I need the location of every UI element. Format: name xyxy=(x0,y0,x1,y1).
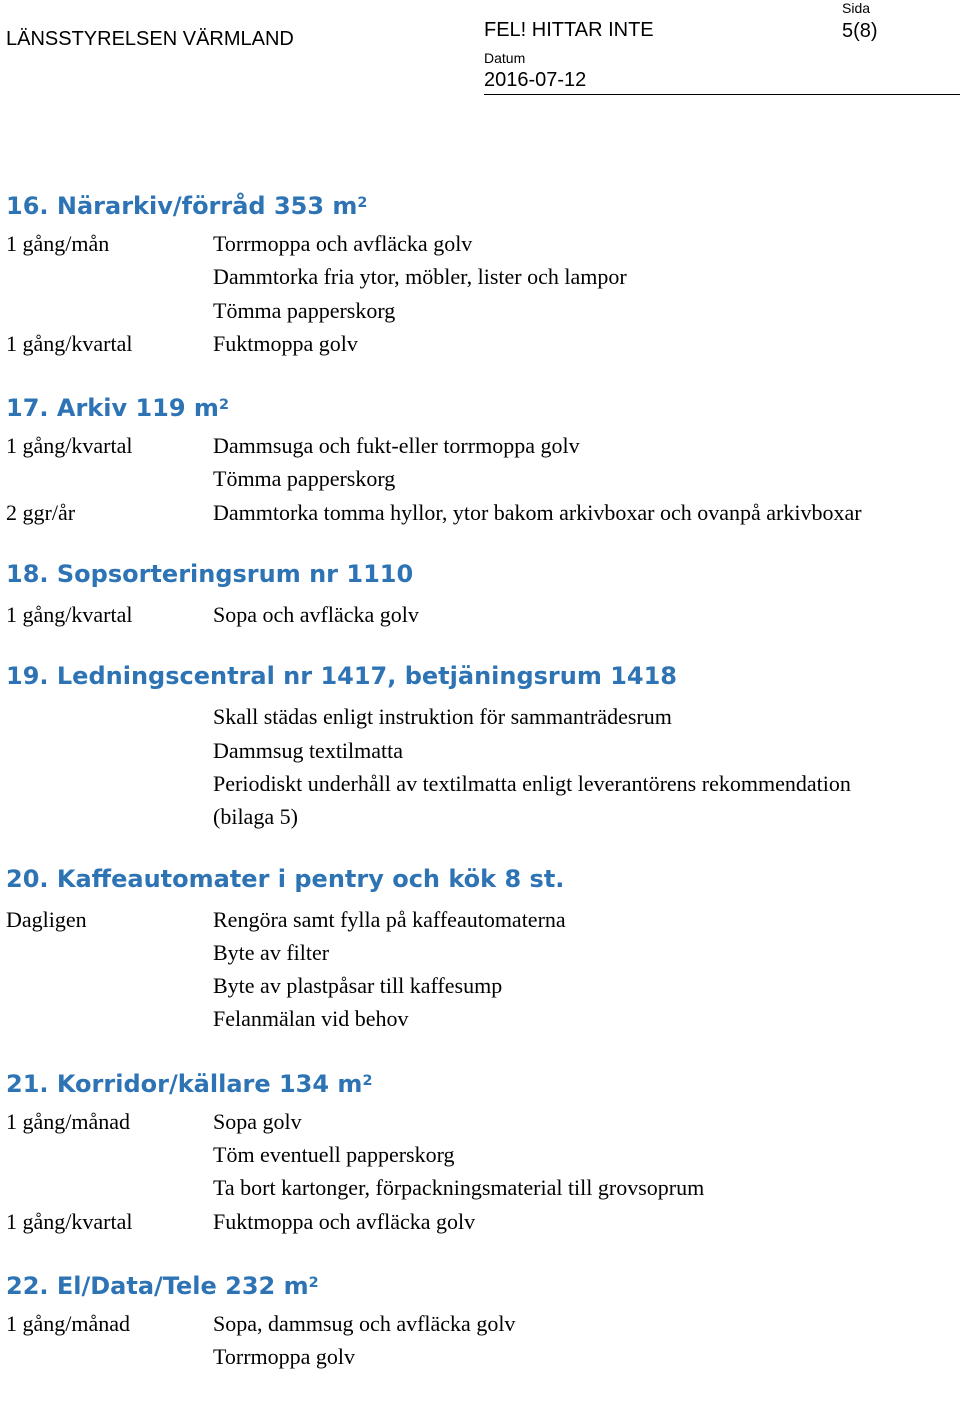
section xyxy=(6,1265,956,1374)
document-title: FEL! HITTAR INTE xyxy=(484,19,654,41)
section-number: 20. xyxy=(6,864,49,893)
header-divider xyxy=(484,94,960,95)
task-row xyxy=(6,903,956,936)
task-row xyxy=(6,1171,956,1204)
task-frequency xyxy=(6,700,213,733)
section-spacer xyxy=(6,1238,956,1265)
section xyxy=(6,658,956,833)
task-row xyxy=(6,1138,956,1171)
task-frequency xyxy=(6,1138,213,1171)
page-label: Sida xyxy=(842,0,871,16)
task-description: Byte av plastpåsar till kaffesump xyxy=(213,973,503,999)
section-heading xyxy=(6,1265,956,1301)
section xyxy=(6,861,956,1036)
task-description: Tömma papperskorg xyxy=(213,466,396,492)
task-frequency: 1 gång/mån xyxy=(6,231,110,256)
task-row xyxy=(6,496,956,529)
section-title: Närarkiv/förråd 353 m xyxy=(56,192,358,221)
task-frequency: Dagligen xyxy=(6,906,87,932)
section-spacer xyxy=(6,631,956,658)
section-number: 22. xyxy=(6,1272,49,1301)
task-row xyxy=(6,260,956,293)
task-frequency xyxy=(6,1002,213,1035)
area-unit-superscript: 2 xyxy=(218,397,229,414)
task-frequency xyxy=(6,462,213,495)
task-frequency xyxy=(6,800,213,833)
date-label: Datum xyxy=(484,50,526,66)
section-heading xyxy=(6,1063,956,1099)
task-description: Sopa golv xyxy=(213,1108,302,1134)
task-frequency xyxy=(6,734,213,767)
section-title: Ledningscentral nr 1417, betjäningsrum 1418 xyxy=(56,662,678,691)
section-heading xyxy=(6,658,956,694)
task-frequency xyxy=(6,767,213,800)
section xyxy=(6,1063,956,1238)
task-row xyxy=(6,969,956,1002)
section xyxy=(6,185,956,360)
organization-name: LÄNSSTYRELSEN VÄRMLAND xyxy=(6,28,294,50)
task-description: Fuktmoppa golv xyxy=(213,330,358,356)
task-row xyxy=(6,700,956,733)
task-frequency: 1 gång/kvartal xyxy=(6,1208,133,1234)
area-unit-superscript: 2 xyxy=(362,1072,373,1089)
document-date: 2016-07-12 xyxy=(484,69,587,91)
task-description: Dammtorka fria ytor, möbler, lister och lampor xyxy=(213,264,627,290)
section-heading xyxy=(6,387,956,423)
task-row xyxy=(6,598,956,631)
task-frequency: 1 gång/kvartal xyxy=(6,602,133,628)
page-number: 5(8) xyxy=(842,20,878,42)
task-description: Tömma papperskorg xyxy=(213,297,396,323)
task-frequency xyxy=(6,1171,213,1204)
task-row xyxy=(6,429,956,462)
section-heading xyxy=(6,861,956,897)
task-frequency: 1 gång/månad xyxy=(6,1310,131,1336)
section-number: 17. xyxy=(6,394,49,423)
task-frequency xyxy=(6,969,213,1002)
task-frequency xyxy=(6,294,213,327)
section-number: 19. xyxy=(6,662,49,691)
section-title: Arkiv 119 m xyxy=(56,394,219,423)
section-title: Sopsorteringsrum nr 1110 xyxy=(56,560,414,589)
task-description: Dammsuga och fukt-eller torrmoppa golv xyxy=(213,433,580,459)
task-row xyxy=(6,936,956,969)
task-frequency xyxy=(6,936,213,969)
section xyxy=(6,556,956,631)
task-description: Byte av filter xyxy=(213,939,330,965)
task-frequency xyxy=(6,1340,213,1373)
section-title: Korridor/källare 134 m xyxy=(56,1069,363,1098)
section-spacer xyxy=(6,1036,956,1063)
task-row xyxy=(6,800,956,833)
task-description: Sopa och avfläcka golv xyxy=(213,602,419,628)
task-description: Ta bort kartonger, förpackningsmaterial till grovsoprum xyxy=(213,1175,705,1201)
task-row xyxy=(6,1340,956,1373)
task-row xyxy=(6,1105,956,1138)
section xyxy=(6,387,956,529)
task-description: Dammsug textilmatta xyxy=(213,737,404,763)
task-frequency: 1 gång/kvartal xyxy=(6,330,133,356)
task-row xyxy=(6,227,956,260)
section-heading xyxy=(6,556,956,592)
task-description: (bilaga 5) xyxy=(213,804,298,830)
task-row xyxy=(6,1205,956,1238)
task-row xyxy=(6,1307,956,1340)
task-description: Sopa, dammsug och avfläcka golv xyxy=(213,1310,516,1336)
task-frequency: 2 ggr/år xyxy=(6,499,76,525)
section-spacer xyxy=(6,529,956,556)
task-frequency: 1 gång/kvartal xyxy=(6,433,133,459)
area-unit-superscript: 2 xyxy=(357,195,368,211)
task-row xyxy=(6,462,956,495)
task-row xyxy=(6,1002,956,1035)
task-row xyxy=(6,734,956,767)
task-row xyxy=(6,767,956,800)
task-description: Skall städas enligt instruktion för sammanträdesrum xyxy=(213,704,672,730)
section-number: 16. xyxy=(6,192,49,221)
section-spacer xyxy=(6,834,956,861)
section-spacer xyxy=(6,360,956,387)
task-description: Rengöra samt fylla på kaffeautomaterna xyxy=(213,906,566,932)
task-frequency: 1 gång/månad xyxy=(6,1108,131,1134)
task-description: Felanmälan vid behov xyxy=(213,1006,409,1032)
task-description: Fuktmoppa och avfläcka golv xyxy=(213,1208,476,1234)
document-body xyxy=(6,185,956,1374)
area-unit-superscript: 2 xyxy=(308,1274,319,1291)
task-frequency xyxy=(6,260,213,293)
task-description: Torrmoppa och avfläcka golv xyxy=(213,231,473,256)
section-number: 18. xyxy=(6,560,49,589)
section-title: El/Data/Tele 232 m xyxy=(56,1272,309,1301)
task-description: Dammtorka tomma hyllor, ytor bakom arkivboxar och ovanpå arkivboxar xyxy=(213,499,862,525)
task-description: Periodiskt underhåll av textilmatta enligt leverantörens rekommendation xyxy=(213,770,851,796)
task-description: Töm eventuell papperskorg xyxy=(213,1142,455,1168)
task-description: Torrmoppa golv xyxy=(213,1344,356,1370)
section-heading xyxy=(6,185,956,221)
task-row xyxy=(6,294,956,327)
section-title: Kaffeautomater i pentry och kök 8 st. xyxy=(56,864,565,893)
section-number: 21. xyxy=(6,1069,49,1098)
task-row xyxy=(6,327,956,360)
